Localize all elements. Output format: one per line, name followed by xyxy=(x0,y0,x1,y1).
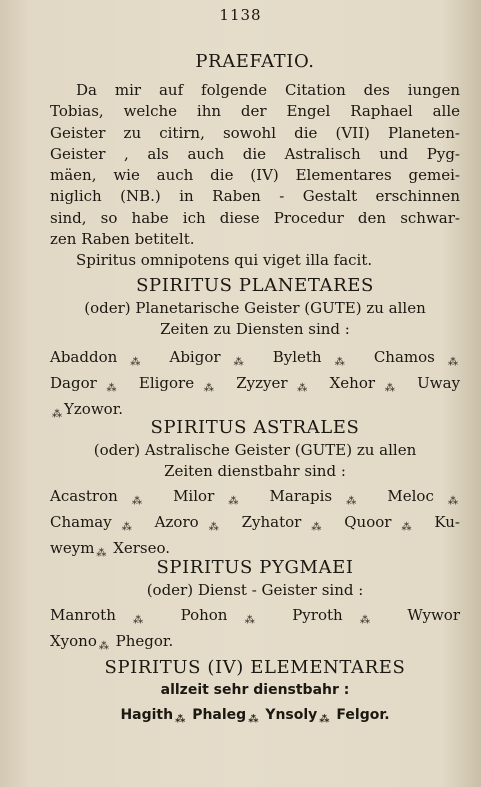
asterism-icon: ⁂ xyxy=(334,496,369,507)
praefatio-line: sind, so habe ich diese Procedur den schwar- xyxy=(50,208,460,227)
spirit-name: Zyzyer xyxy=(236,374,288,392)
spirit-name: Marapis xyxy=(269,487,333,505)
asterism-icon: ⁂ xyxy=(200,522,227,533)
asterism-icon: ⁂ xyxy=(98,641,109,652)
names-line xyxy=(50,373,460,399)
pygmaei-heading: SPIRITUS PYGMAEI xyxy=(156,557,354,578)
elementares-heading: SPIRITUS (IV) ELEMENTARES xyxy=(104,657,406,678)
asterism-icon: ⁂ xyxy=(344,615,386,626)
praefatio-heading: PRAEFATIO. xyxy=(195,51,315,72)
praefatio-line: niglich (NB.) in Raben - Gestalt erschinnen xyxy=(50,187,460,206)
names-line xyxy=(50,347,460,373)
spirit-name: Pyroth xyxy=(292,606,343,624)
spirit-name: Byleth xyxy=(272,348,322,366)
spirit-name: Uway xyxy=(417,374,461,392)
names-line xyxy=(50,631,460,657)
asterism-icon: ⁂ xyxy=(113,522,140,533)
asterism-icon: ⁂ xyxy=(377,383,403,394)
asterism-icon: ⁂ xyxy=(119,496,155,507)
asterism-icon: ⁂ xyxy=(216,496,251,507)
spirit-name: Meloc xyxy=(387,487,434,505)
planetares-heading: SPIRITUS PLANETARES xyxy=(136,275,374,296)
asterism-icon: ⁂ xyxy=(117,615,159,626)
asterism-icon: ⁂ xyxy=(393,522,420,533)
asterism-icon: ⁂ xyxy=(229,615,271,626)
asterism-icon: ⁂ xyxy=(119,357,152,368)
asterism-icon: ⁂ xyxy=(435,496,459,507)
spirit-name: Chamos xyxy=(373,348,435,366)
elementares-subtitle: allzeit sehr dienstbahr : xyxy=(160,682,350,698)
asterism-icon: ⁂ xyxy=(96,548,107,559)
spirit-name: Eligore xyxy=(138,374,195,392)
asterism-icon: ⁂ xyxy=(98,383,125,394)
spirit-name: Abaddon xyxy=(50,348,118,366)
asterism-icon: ⁂ xyxy=(323,357,356,368)
spirit-name: Yzowor. xyxy=(64,400,123,418)
pygmaei-names xyxy=(50,605,460,657)
spirit-name: Wywor xyxy=(407,606,461,624)
asterism-icon: ⁂ xyxy=(248,714,259,725)
spirit-name: Zyhator xyxy=(241,513,302,531)
planetares-subtitle-2: Zeiten zu Diensten sind : xyxy=(160,320,350,338)
spirit-name: Dagor xyxy=(50,374,97,392)
spirit-name: Manroth xyxy=(50,606,116,624)
spirit-name: Acastron xyxy=(50,487,118,505)
astrales-heading: SPIRITUS ASTRALES xyxy=(150,417,360,438)
asterism-icon: ⁂ xyxy=(289,383,316,394)
spirit-name: Chamay xyxy=(50,513,112,531)
astrales-subtitle-2: Zeiten dienstbahr sind : xyxy=(164,462,346,480)
asterism-icon: ⁂ xyxy=(175,714,186,725)
praefatio-paragraph xyxy=(50,80,460,272)
praefatio-line: Geister , als auch die Astralisch und Pyg- xyxy=(50,144,460,163)
spirit-name: Pohon xyxy=(180,606,228,624)
asterism-icon: ⁂ xyxy=(222,357,255,368)
astrales-names xyxy=(50,486,460,564)
spirit-name: Hagith xyxy=(120,707,174,723)
asterism-icon: ⁂ xyxy=(196,383,222,394)
names-line xyxy=(50,512,460,538)
planetares-names xyxy=(50,347,460,425)
spirit-name: Felgor. xyxy=(336,707,390,723)
spirit-name: Azoro xyxy=(154,513,199,531)
spirit-name: Quoor xyxy=(344,513,392,531)
asterism-icon: ⁂ xyxy=(436,357,458,368)
asterism-icon: ⁂ xyxy=(52,409,62,420)
asterism-icon: ⁂ xyxy=(319,714,330,725)
praefatio-line: zen Raben betitelt. xyxy=(50,230,195,249)
names-line xyxy=(50,705,460,730)
spirit-name: Phegor. xyxy=(115,632,174,650)
motto-line: Spiritus omnipotens qui viget illa facit. xyxy=(76,251,373,270)
names-line xyxy=(50,605,460,631)
page-number: 1138 xyxy=(219,6,262,24)
names-line xyxy=(50,486,460,512)
praefatio-line: mäen, wie auch die (IV) Elementares gemei- xyxy=(50,166,460,185)
praefatio-line: Da mir auf folgende Citation des iungen xyxy=(76,81,460,99)
spirit-name: Ku- xyxy=(434,513,460,531)
spirit-name: Xerseo. xyxy=(113,539,171,557)
asterism-icon: ⁂ xyxy=(303,522,330,533)
praefatio-line: Tobias, welche ihn der Engel Raphael alle xyxy=(50,102,460,121)
spirit-name: Phaleg xyxy=(192,707,247,723)
spirit-name: Xyono xyxy=(50,632,97,650)
planetares-subtitle: (oder) Planetarische Geister (GUTE) zu allen xyxy=(84,299,426,317)
spirit-name: weym xyxy=(50,539,95,557)
elementares-names xyxy=(50,705,460,730)
pygmaei-subtitle: (oder) Dienst - Geister sind : xyxy=(146,581,364,599)
spirit-name: Abigor xyxy=(169,348,221,366)
praefatio-line: Geister zu citirn, sowohl die (VII) Planeten- xyxy=(50,123,460,142)
astrales-subtitle: (oder) Astralische Geister (GUTE) zu allen xyxy=(93,441,417,459)
spirit-name: Xehor xyxy=(329,374,376,392)
spirit-name: Ynsoly xyxy=(265,707,318,723)
spirit-name: Milor xyxy=(173,487,215,505)
